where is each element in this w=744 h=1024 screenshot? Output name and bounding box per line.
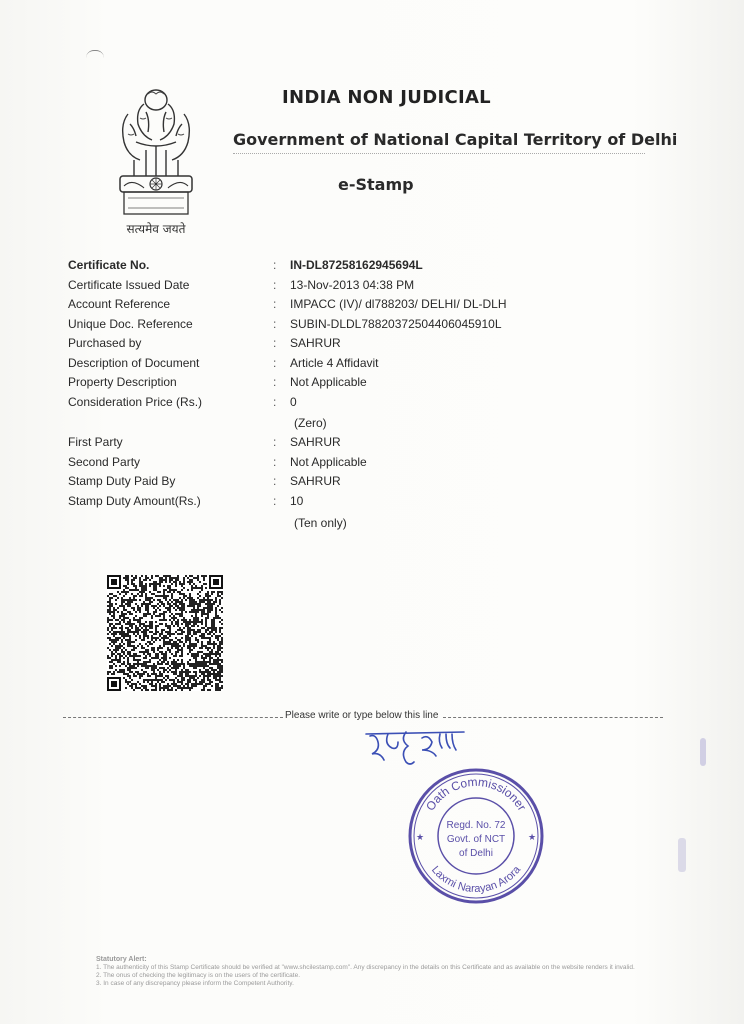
field-consideration-price	[0, 395, 744, 413]
statutory-alert	[96, 956, 636, 988]
edge-ink-mark	[678, 838, 686, 872]
seal-center-line1: Regd. No. 72	[446, 820, 506, 831]
header-divider	[233, 153, 645, 154]
field-colon: :	[273, 317, 277, 331]
svg-text:Laxmi Narayan Arora	[429, 863, 524, 895]
field-label: Description of Document	[68, 356, 200, 370]
statutory-alert-title: Statutory Alert:	[96, 956, 147, 963]
field-label: Stamp Duty Amount(Rs.)	[68, 494, 201, 508]
field-value: Not Applicable	[290, 455, 367, 469]
field-property-description	[0, 375, 744, 393]
field-value: SAHRUR	[290, 474, 341, 488]
emblem-motto: सत्यमेव जयते	[126, 222, 186, 236]
field-value: IN-DL87258162945694L	[290, 258, 423, 272]
write-below-line	[63, 710, 663, 724]
field-label: Stamp Duty Paid By	[68, 474, 176, 488]
field-value: Not Applicable	[290, 375, 367, 389]
qr-finder-pattern	[111, 681, 117, 687]
header-e-stamp: e-Stamp	[338, 175, 414, 194]
field-purchased-by	[0, 336, 744, 354]
field-colon: :	[273, 395, 277, 409]
field-label: Purchased by	[68, 336, 142, 350]
field-value: Article 4 Affidavit	[290, 356, 379, 370]
field-account-reference	[0, 297, 744, 315]
field-colon: :	[273, 375, 277, 389]
dashed-line-left	[63, 717, 283, 718]
field-value: SAHRUR	[290, 435, 341, 449]
field-value: SUBIN-DLDL78820372504406045910L	[290, 317, 502, 331]
field-colon: :	[273, 258, 277, 272]
field-value: 10	[290, 494, 304, 508]
field-colon: :	[273, 278, 277, 292]
field-colon: :	[273, 435, 277, 449]
field-stamp-duty-paid-by	[0, 474, 744, 492]
field-value: IMPACC (IV)/ dl788203/ DELHI/ DL-DLH	[290, 297, 507, 311]
field-stamp-duty-amount	[0, 494, 744, 512]
oath-commissioner-seal	[404, 764, 548, 908]
qr-modules	[107, 575, 223, 691]
field-first-party	[0, 435, 744, 453]
qr-finder-pattern	[213, 579, 219, 585]
field-colon: :	[273, 297, 277, 311]
handwritten-signature	[360, 724, 470, 768]
field-issued-date	[0, 278, 744, 296]
field-unique-doc-reference	[0, 317, 744, 335]
qr-finder-pattern	[111, 579, 117, 585]
qr-code	[107, 575, 223, 691]
seal-center-line3: of Delhi	[459, 848, 493, 859]
field-label: Consideration Price (Rs.)	[68, 395, 203, 409]
header-government: Government of National Capital Territory of Delhi	[233, 130, 678, 149]
seal-bottom-text: Laxmi Narayan Arora	[428, 863, 524, 896]
header-india-non-judicial: INDIA NON JUDICIAL	[282, 87, 491, 108]
seal-star-left: ★	[416, 832, 425, 842]
field-label: Certificate No.	[68, 258, 150, 272]
field-consideration-price-words: (Zero)	[294, 416, 327, 430]
field-value: 13-Nov-2013 04:38 PM	[290, 278, 415, 292]
ashoka-emblem-icon	[106, 84, 206, 224]
field-colon: :	[273, 356, 277, 370]
corner-ink-mark	[86, 50, 104, 60]
field-colon: :	[273, 474, 277, 488]
field-second-party	[0, 455, 744, 473]
statutory-alert-item: 3. In case of any discrepancy please inform the Competent Authority.	[96, 980, 294, 987]
field-label: Second Party	[68, 455, 141, 469]
seal-center-line2: Govt. of NCT	[446, 834, 506, 845]
field-colon: :	[273, 336, 277, 350]
dashed-line-right	[443, 717, 663, 718]
field-label: Property Description	[68, 375, 177, 389]
field-label: Account Reference	[68, 297, 171, 311]
seal-star-right: ★	[528, 832, 537, 842]
field-label: First Party	[68, 435, 123, 449]
seal-top-text: Oath Commissioner	[423, 774, 530, 814]
write-below-line-text: Please write or type below this line	[285, 710, 439, 721]
field-value: SAHRUR	[290, 336, 341, 350]
edge-ink-mark	[700, 738, 706, 766]
field-colon: :	[273, 455, 277, 469]
field-description-of-document	[0, 356, 744, 374]
field-colon: :	[273, 494, 277, 508]
statutory-alert-item: 2. The onus of checking the legitimacy is on the users of the certificate.	[96, 972, 301, 979]
field-value: 0	[290, 395, 297, 409]
statutory-alert-item: 1. The authenticity of this Stamp Certificate should be verified at "www.shcilestamp.com". Any discrepancy in the details on this Certificate and as available on the website renders it invalid.	[96, 964, 635, 971]
field-stamp-duty-amount-words: (Ten only)	[294, 516, 347, 530]
field-label: Unique Doc. Reference	[68, 317, 193, 331]
field-label: Certificate Issued Date	[68, 278, 190, 292]
field-certificate-no	[0, 258, 744, 276]
